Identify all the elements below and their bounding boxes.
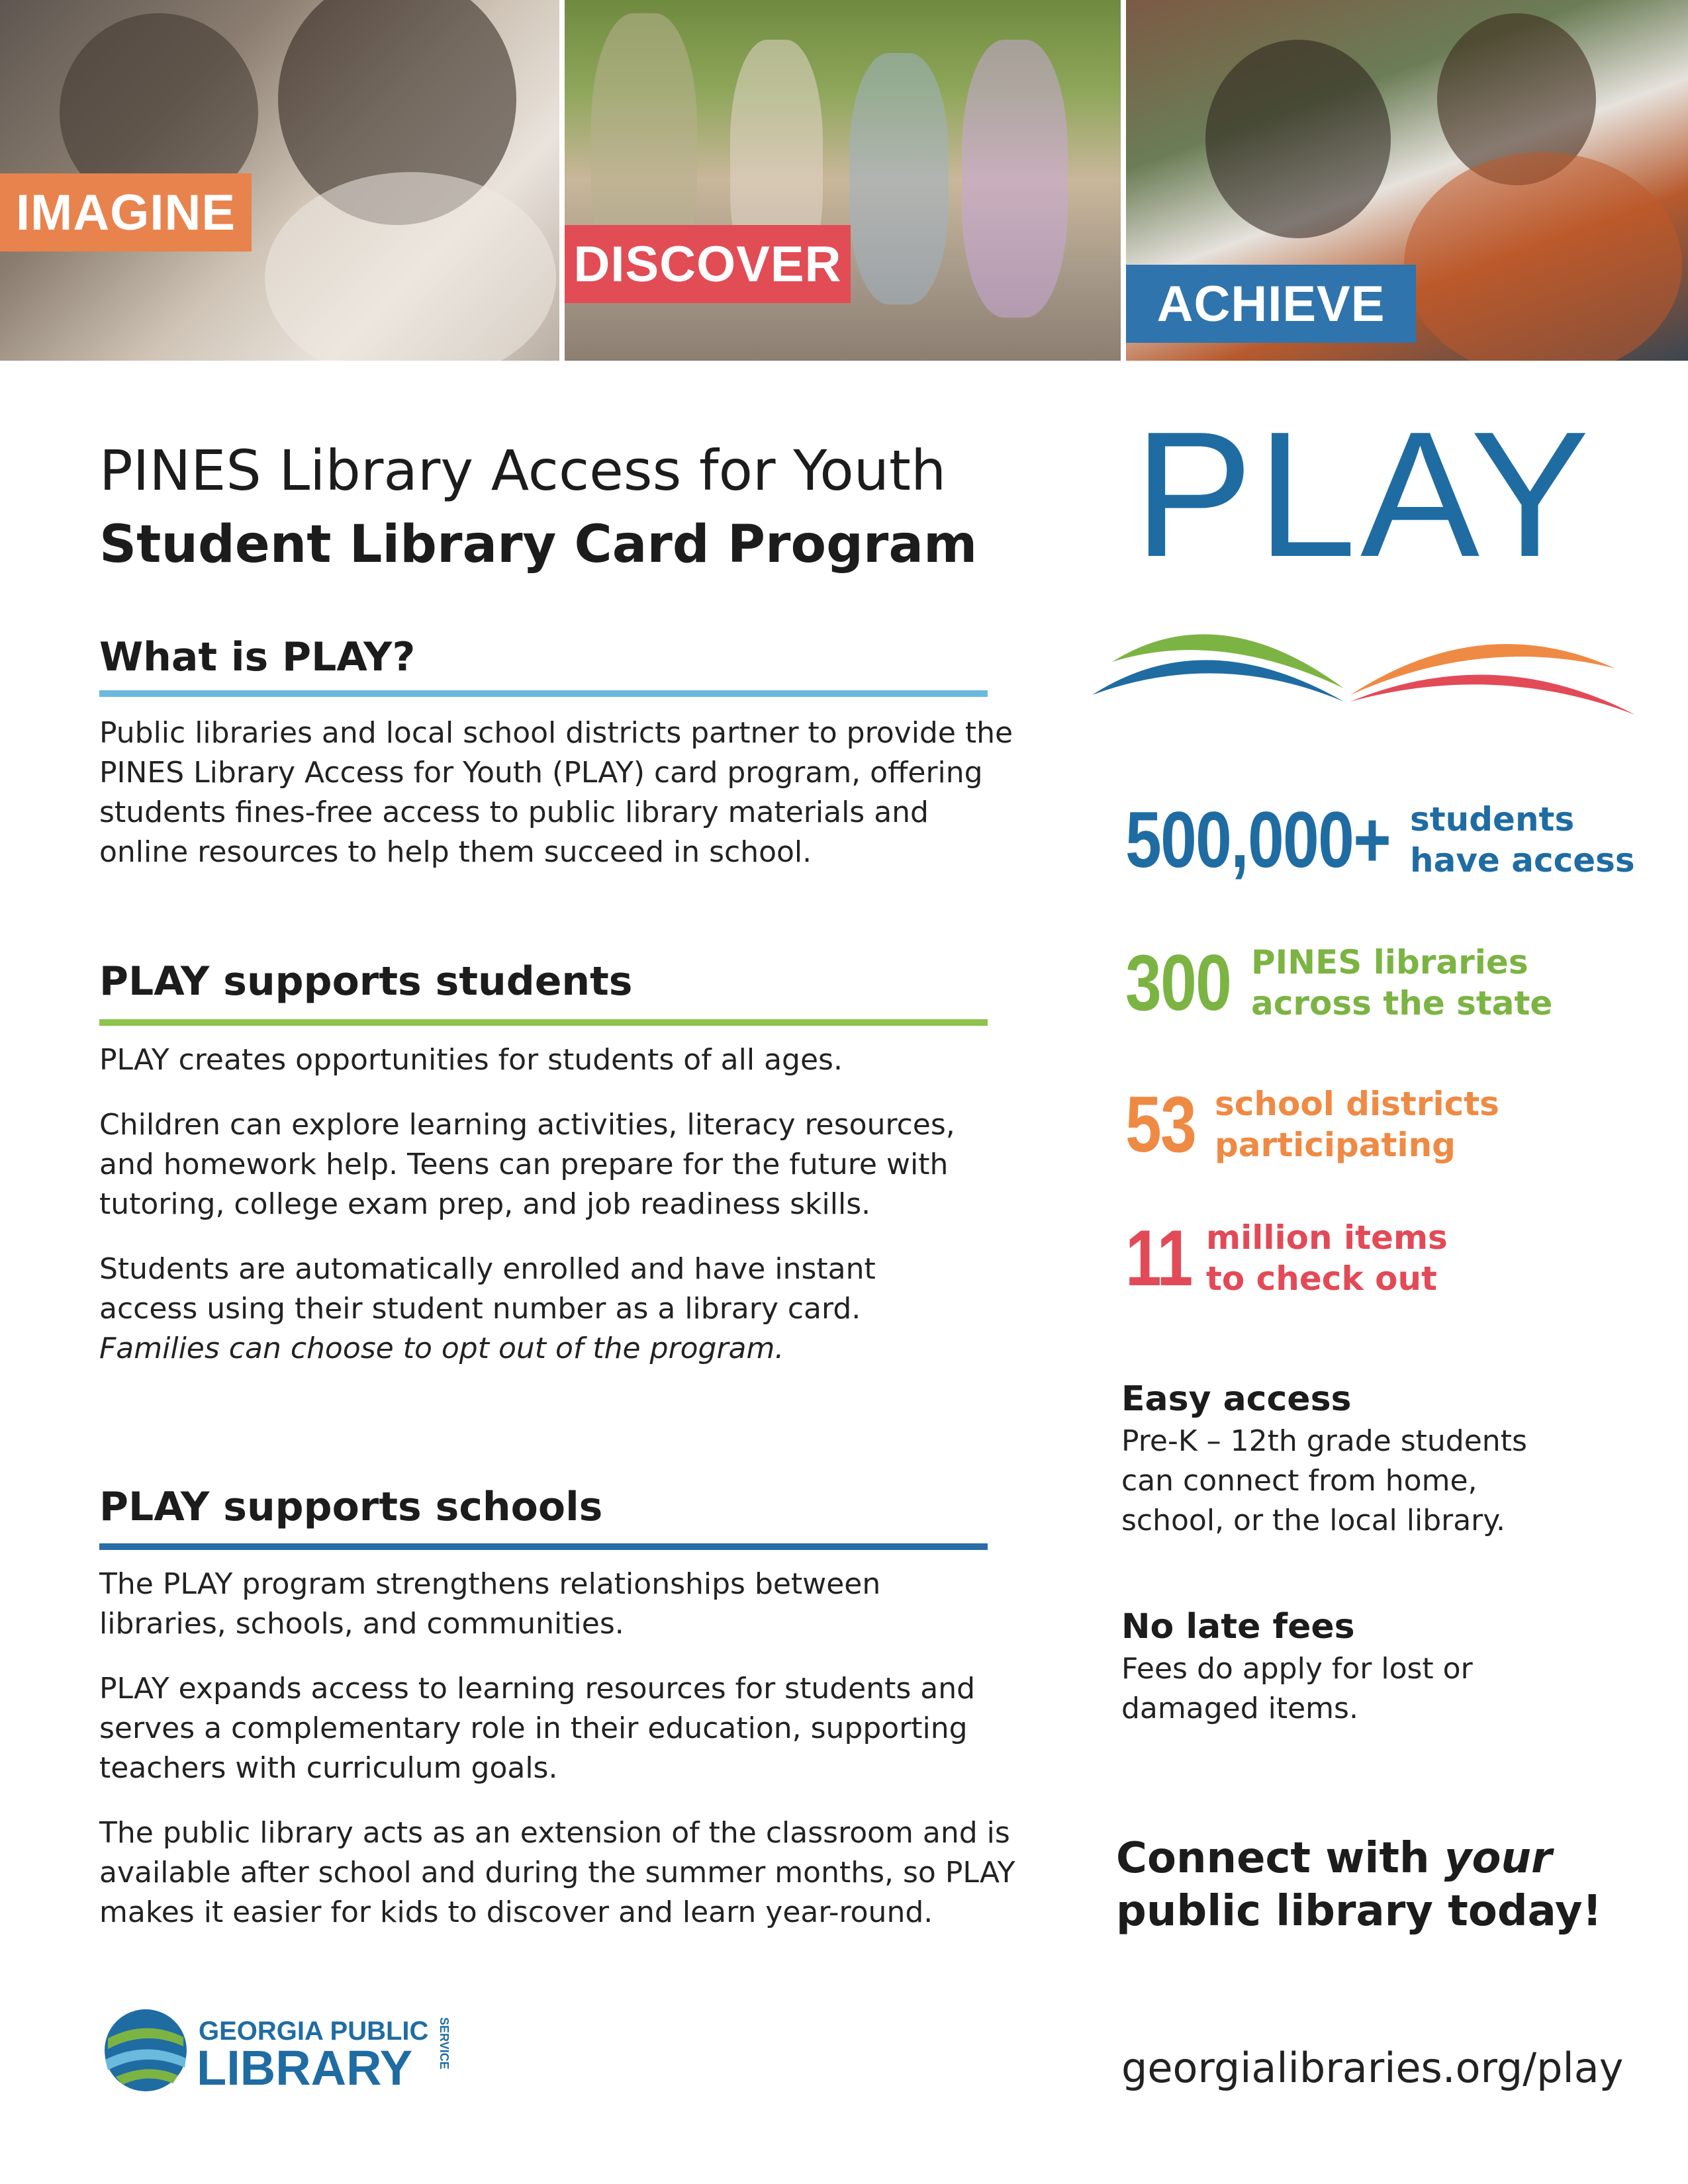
easy-access-body: Pre-K – 12th grade students can connect from home, school, or the local library. bbox=[1121, 1424, 1527, 1537]
supports-students-heading: PLAY supports students bbox=[99, 958, 633, 1005]
cta-emphasis: your bbox=[1444, 1834, 1552, 1883]
what-is-play-heading: What is PLAY? bbox=[99, 634, 416, 680]
easy-access-heading: Easy access bbox=[1121, 1379, 1352, 1419]
book-page-right-orange bbox=[1350, 644, 1615, 695]
discover-label: DISCOVER bbox=[565, 225, 851, 303]
section-divider bbox=[99, 1019, 988, 1026]
stat-districts-number: 53 bbox=[1125, 1080, 1196, 1169]
stat-districts bbox=[1125, 1079, 1499, 1170]
stat-libraries bbox=[1125, 937, 1552, 1028]
globe-icon bbox=[105, 2009, 187, 2091]
stat-students bbox=[1125, 794, 1635, 886]
students-intro: PLAY creates opportunities for students of all ages. bbox=[99, 1043, 843, 1077]
stat-libraries-label: PINES libraries across the state bbox=[1251, 943, 1553, 1023]
gpls-vertical: SERVICE bbox=[438, 2017, 451, 2070]
supports-students-body bbox=[99, 1040, 1026, 1369]
call-to-action: Connect with your public library today! bbox=[1116, 1834, 1602, 1936]
gpls-line1: GEORGIA PUBLIC bbox=[199, 2017, 429, 2046]
play-logo bbox=[1086, 424, 1642, 728]
what-is-play-body: Public libraries and local school districts partner to provide the PINES Library Access for Youth (PLAY) card program, offering students fines-free access to public library materials and online resources to help them succeed in school. bbox=[99, 716, 1013, 869]
no-late-fees-heading: No late fees bbox=[1121, 1607, 1355, 1647]
schools-extension: The public library acts as an extension of the classroom and is available after school and during the summer months, so PLAY makes it easier for kids to discover and learn year-round. bbox=[99, 1816, 1015, 1929]
stat-districts-label: school districts participating bbox=[1215, 1085, 1499, 1164]
supports-schools-heading: PLAY supports schools bbox=[99, 1484, 603, 1530]
section-divider bbox=[99, 1543, 988, 1550]
section-divider bbox=[99, 690, 988, 697]
supports-schools-body bbox=[99, 1565, 1026, 1933]
schools-detail: PLAY expands access to learning resources for students and serves a complementary role in their education, supporting teachers with curriculum goals. bbox=[99, 1672, 976, 1785]
program-title: Student Library Card Program bbox=[99, 515, 978, 574]
students-enrollment: Students are automatically enrolled and have instant access using their student number as a library card. Families can choose to opt out of the program. bbox=[99, 1252, 876, 1365]
stat-items-number: 11 bbox=[1125, 1214, 1192, 1302]
stat-items-label: million items to check out bbox=[1206, 1218, 1448, 1298]
stat-items bbox=[1125, 1212, 1448, 1304]
schools-intro: The PLAY program strengthens relationships between libraries, schools, and communities. bbox=[99, 1567, 881, 1641]
stat-students-number: 500,000+ bbox=[1125, 796, 1391, 884]
georgia-public-library-logo bbox=[96, 1999, 467, 2098]
students-detail: Children can explore learning activities, literacy resources, and homework help. Teens can prepare for the future with tutoring, college exam prep, and job readiness skills. bbox=[99, 1108, 955, 1221]
book-page-right-red bbox=[1350, 675, 1635, 715]
program-subtitle: PINES Library Access for Youth bbox=[99, 438, 947, 503]
achieve-label: ACHIEVE bbox=[1126, 265, 1416, 343]
website-link[interactable]: georgialibraries.org/play bbox=[1121, 2044, 1624, 2092]
stat-libraries-number: 300 bbox=[1125, 938, 1231, 1027]
imagine-label: IMAGINE bbox=[0, 173, 252, 251]
gpls-line2: LIBRARY bbox=[197, 2040, 413, 2095]
play-logo-text: PLAY bbox=[1133, 424, 1594, 594]
stat-students-label: students have access bbox=[1410, 800, 1635, 880]
opt-out-note: Families can choose to opt out of the program. bbox=[99, 1332, 784, 1365]
photo-students-walking bbox=[565, 0, 1121, 361]
no-late-fees-body: Fees do apply for lost or damaged items. bbox=[1121, 1652, 1473, 1725]
